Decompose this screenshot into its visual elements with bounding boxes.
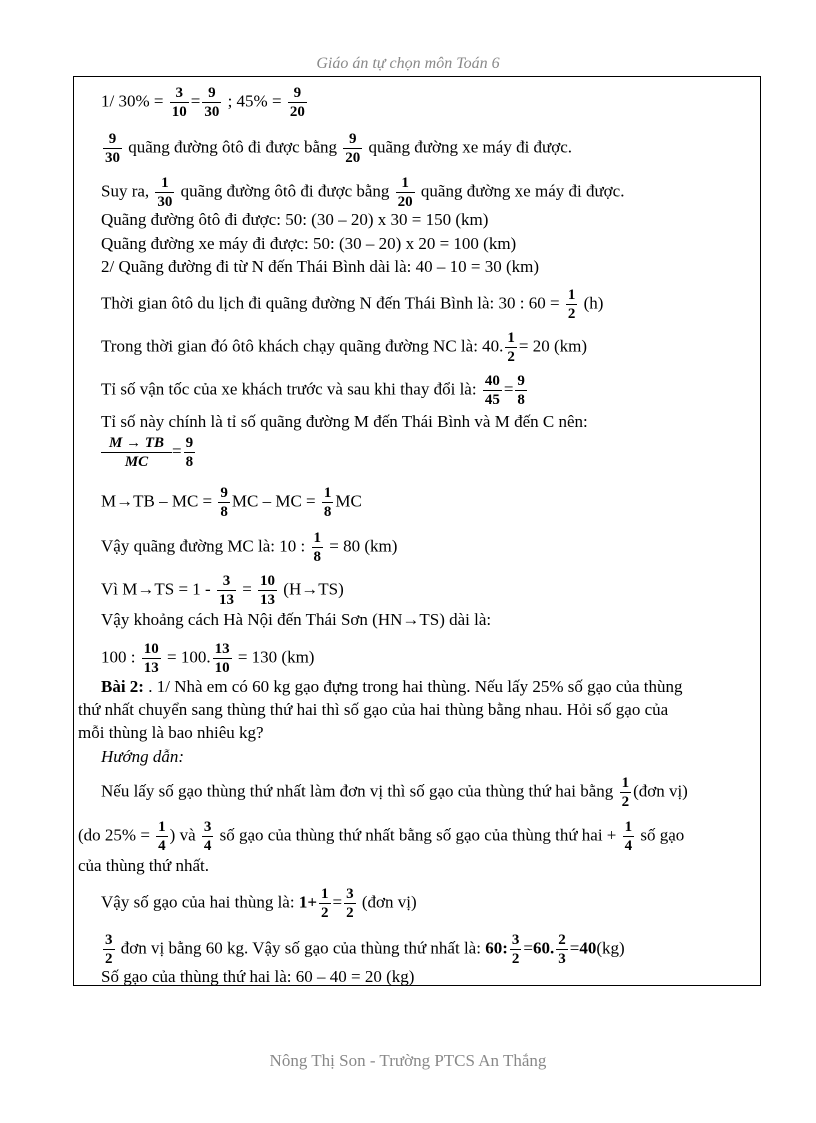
content-box bbox=[73, 76, 761, 986]
fraction: $\frac{3}{10}$ bbox=[171, 85, 187, 120]
fraction: $\frac{1}{8}$ bbox=[323, 485, 332, 520]
fraction: $\frac{9}{30}$ bbox=[204, 85, 220, 120]
page-header: Giáo án tự chọn môn Toán 6 bbox=[316, 55, 500, 72]
fraction: $\frac{1}{8}$ bbox=[313, 530, 321, 565]
fraction: $\frac{M \to TB}{MC}$ bbox=[103, 435, 170, 470]
huong-dan-heading: Hướng dẫn: bbox=[101, 747, 185, 766]
h-line-4: Vậy số gạo của hai thùng là: 1+ $\frac{1}{2}$ = $\frac{3}{2}$ (đơn vị) bbox=[101, 886, 417, 921]
fraction: $\frac{3}{2}$ bbox=[105, 932, 113, 967]
h-line-2: (do 25% = $\frac{1}{4}$ ) và $\frac{3}{4}$ số gạo của thùng thứ nhất bằng số gạo của thùng thứ hai + $\frac{1}{4}$ số gạo bbox=[78, 819, 685, 854]
fraction: $\frac{3}{4}$ bbox=[203, 819, 212, 854]
fraction: $\frac{1}{2}$ bbox=[507, 330, 515, 365]
fraction: $\frac{9}{30}$ bbox=[105, 131, 120, 166]
line-14: Vì M→TS = 1 - $\frac{3}{13}$ = $\frac{10}{13}$ (H→TS) bbox=[101, 573, 344, 608]
fraction: $\frac{9}{8}$ bbox=[220, 485, 228, 520]
fraction: $\frac{1}{30}$ bbox=[157, 175, 173, 210]
bai2-line-3: mỗi thùng là bao nhiêu kg? bbox=[78, 723, 264, 742]
line-3: Suy ra, $\frac{1}{30}$ quãng đường ôtô đi được bằng $\frac{1}{20}$ quãng đường xe máy đi được. bbox=[101, 175, 625, 210]
fraction: $\frac{1}{4}$ bbox=[624, 819, 633, 854]
h-line-1: Nếu lấy số gạo thùng thứ nhất làm đơn vị thì số gạo của thùng thứ hai bằng $\frac{1}{2}$ (đơn vị) bbox=[101, 775, 688, 810]
fraction: $\frac{3}{2}$ bbox=[346, 886, 354, 921]
line-1: 1/ 30% = $\frac{3}{10}$ = $\frac{9}{30}$ ; 45% = $\frac{9}{20}$ bbox=[101, 85, 305, 120]
h-line-5: $\frac{3}{2}$ đơn vị bằng 60 kg. Vậy số gạo của thùng thứ nhất là: 60: $\frac{3}{2}$ =60. $\frac{2}{3}$ =40(kg) bbox=[105, 932, 625, 967]
fraction: $\frac{13}{10}$ bbox=[214, 641, 230, 676]
fraction: $\frac{1}{2}$ bbox=[621, 775, 630, 810]
line-5: Quãng đường xe máy đi được: 50: (30 – 20) x 20 = 100 (km) bbox=[101, 234, 517, 253]
bai2-label: Bài 2: bbox=[101, 677, 144, 696]
page-footer: Nông Thị Son - Trường PTCS An Thắng bbox=[269, 1051, 547, 1070]
fraction: $\frac{10}{13}$ bbox=[143, 641, 159, 676]
h-line-3: của thùng thứ nhất. bbox=[78, 856, 210, 875]
line-2: $\frac{9}{30}$ quãng đường ôtô đi được bằng $\frac{9}{20}$ quãng đường xe máy đi được. bbox=[105, 131, 573, 166]
line-13: Vậy quãng đường MC là: 10 : $\frac{1}{8}$ = 80 (km) bbox=[101, 530, 398, 565]
fraction: $\frac{2}{3}$ bbox=[558, 932, 566, 967]
fraction: $\frac{1}{20}$ bbox=[397, 175, 413, 210]
line-12: M→TB – MC = $\frac{9}{8}$ MC – MC = $\frac{1}{8}$ MC bbox=[101, 485, 362, 520]
line-6: 2/ Quãng đường đi từ N đến Thái Bình dài là: 40 – 10 = 30 (km) bbox=[101, 257, 540, 276]
fraction: $\frac{9}{20}$ bbox=[345, 131, 361, 166]
line-16: 100 : $\frac{10}{13}$ = 100. $\frac{13}{10}$ = 130 (km) bbox=[101, 641, 315, 676]
line-8: Trong thời gian đó ôtô khách chạy quãng đường NC là: 40. $\frac{1}{2}$ = 20 (km) bbox=[101, 330, 588, 365]
line-4: Quãng đường ôtô đi được: 50: (30 – 20) x 30 = 150 (km) bbox=[101, 210, 489, 229]
fraction: $\frac{1}{2}$ bbox=[321, 886, 329, 921]
bai2-line-1: Bài 2: . 1/ Nhà em có 60 kg gạo đựng trong hai thùng. Nếu lấy 25% số gạo của thùng bbox=[101, 677, 683, 696]
fraction: $\frac{3}{2}$ bbox=[511, 932, 520, 967]
fraction: $\frac{3}{13}$ bbox=[218, 573, 234, 608]
line-10: Tỉ số này chính là tỉ số quãng đường M đến Thái Bình và M đến C nên: bbox=[101, 412, 588, 431]
fraction: $\frac{40}{45}$ bbox=[484, 373, 500, 408]
line-15: Vậy khoảng cách Hà Nội đến Thái Sơn (HN→TS) dài là: bbox=[101, 610, 492, 629]
fraction: $\frac{1}{2}$ bbox=[567, 287, 576, 322]
line-11: $\frac{M \to TB}{MC}$ = $\frac{9}{8}$ bbox=[101, 435, 197, 470]
line-7: Thời gian ôtô du lịch đi quãng đường N đến Thái Bình là: 30 : 60 = $\frac{1}{2}$ (h) bbox=[101, 287, 604, 322]
h-line-6: Số gạo của thùng thứ hai là: 60 – 40 = 20 (kg) bbox=[101, 967, 415, 986]
fraction: $\frac{9}{8}$ bbox=[517, 373, 525, 408]
line-9: Tỉ số vận tốc của xe khách trước và sau khi thay đổi là: $\frac{40}{45}$ = $\frac{9}{8}$ bbox=[101, 373, 525, 408]
fraction: $\frac{9}{8}$ bbox=[185, 435, 194, 470]
fraction: $\frac{1}{4}$ bbox=[158, 819, 166, 854]
fraction: $\frac{9}{20}$ bbox=[289, 85, 305, 120]
bai2-line-2: thứ nhất chuyển sang thùng thứ hai thì số gạo của hai thùng bằng nhau. Hỏi số gạo của bbox=[78, 700, 669, 719]
fraction: $\frac{10}{13}$ bbox=[260, 573, 276, 608]
